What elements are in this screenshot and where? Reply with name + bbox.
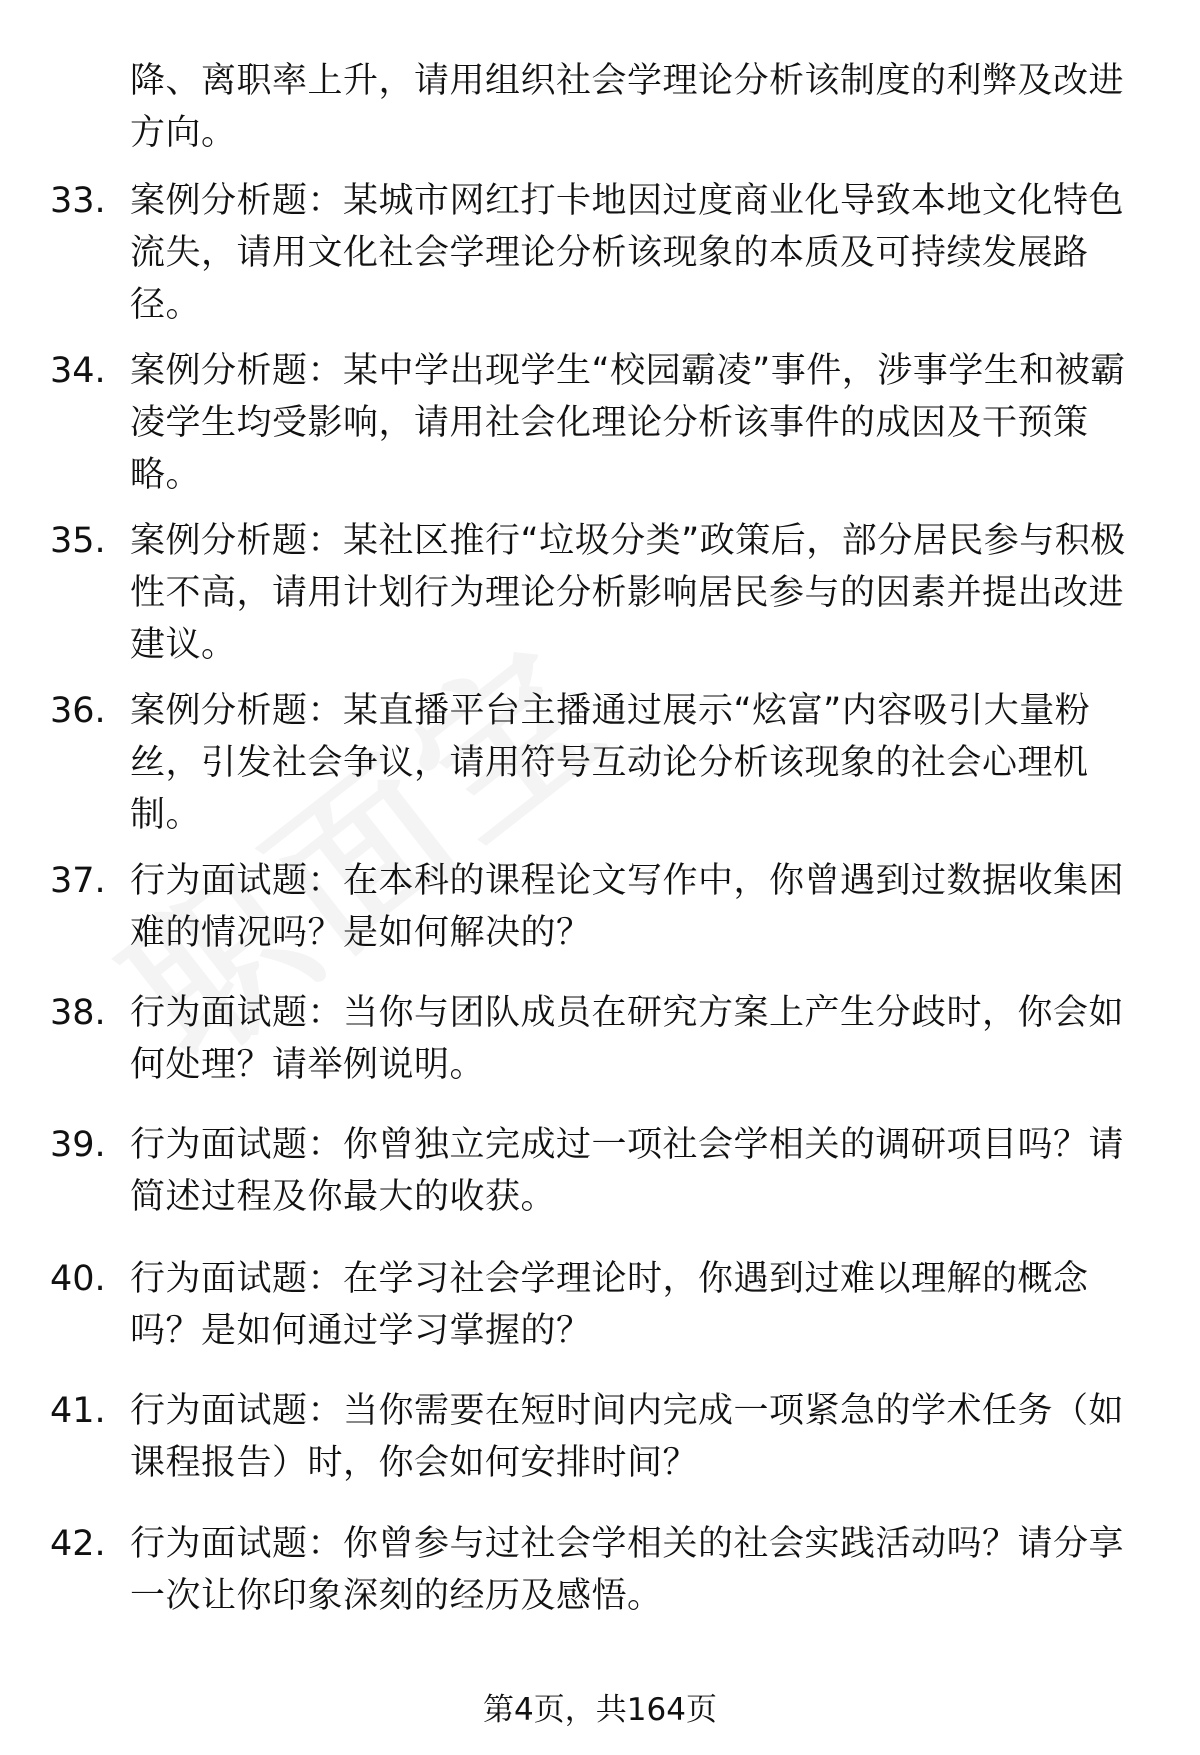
question-number: 41.	[50, 1391, 106, 1431]
question-number: 34.	[50, 351, 106, 391]
question-text: 行为面试题：你曾参与过社会学相关的社会实践活动吗？请分享一次让你印象深刻的经历及感悟。	[130, 1524, 1125, 1616]
question-number: 35.	[50, 521, 106, 561]
question-item	[50, 685, 1150, 841]
question-item	[50, 1253, 1150, 1357]
question-item	[50, 1518, 1150, 1622]
question-number: 33.	[50, 181, 106, 221]
question-text: 案例分析题：某直播平台主播通过展示“炫富”内容吸引大量粉丝，引发社会争议，请用符号互动论分析该现象的社会心理机制。	[130, 691, 1091, 835]
question-number: 37.	[50, 861, 106, 901]
question-number: 40.	[50, 1259, 106, 1299]
question-number: 36.	[50, 691, 106, 731]
question-item	[50, 1385, 1150, 1489]
question-item	[50, 1119, 1150, 1223]
question-item	[50, 175, 1150, 331]
question-text: 行为面试题：当你与团队成员在研究方案上产生分歧时，你会如何处理？请举例说明。	[130, 993, 1125, 1085]
question-item	[50, 855, 1150, 959]
question-item	[50, 345, 1150, 501]
question-text: 行为面试题：在学习社会学理论时，你遇到过难以理解的概念吗？是如何通过学习掌握的？	[130, 1259, 1089, 1351]
question-text: 行为面试题：你曾独立完成过一项社会学相关的调研项目吗？请简述过程及你最大的收获。	[130, 1125, 1125, 1217]
question-item	[50, 515, 1150, 671]
question-text: 案例分析题：某中学出现学生“校园霸凌”事件，涉事学生和被霸凌学生均受影响，请用社会化理论分析该事件的成因及干预策略。	[130, 351, 1126, 495]
page-footer: 第4页，共164页	[483, 1692, 717, 1728]
question-text: 案例分析题：某城市网红打卡地因过度商业化导致本地文化特色流失，请用文化社会学理论分析该现象的本质及可持续发展路径。	[130, 181, 1125, 325]
question-number: 39.	[50, 1125, 106, 1165]
question-number: 38.	[50, 993, 106, 1033]
question-text: 行为面试题：在本科的课程论文写作中，你曾遇到过数据收集困难的情况吗？是如何解决的？	[130, 861, 1125, 953]
question-text: 行为面试题：当你需要在短时间内完成一项紧急的学术任务（如课程报告）时，你会如何安排时间？	[130, 1391, 1125, 1483]
continued-question-text: 降、离职率上升，请用组织社会学理论分析该制度的利弊及改进方向。	[130, 61, 1125, 153]
question-number: 42.	[50, 1524, 106, 1564]
question-item	[50, 987, 1150, 1091]
question-text: 案例分析题：某社区推行“垃圾分类”政策后，部分居民参与积极性不高，请用计划行为理论分析影响居民参与的因素并提出改进建议。	[130, 521, 1126, 665]
